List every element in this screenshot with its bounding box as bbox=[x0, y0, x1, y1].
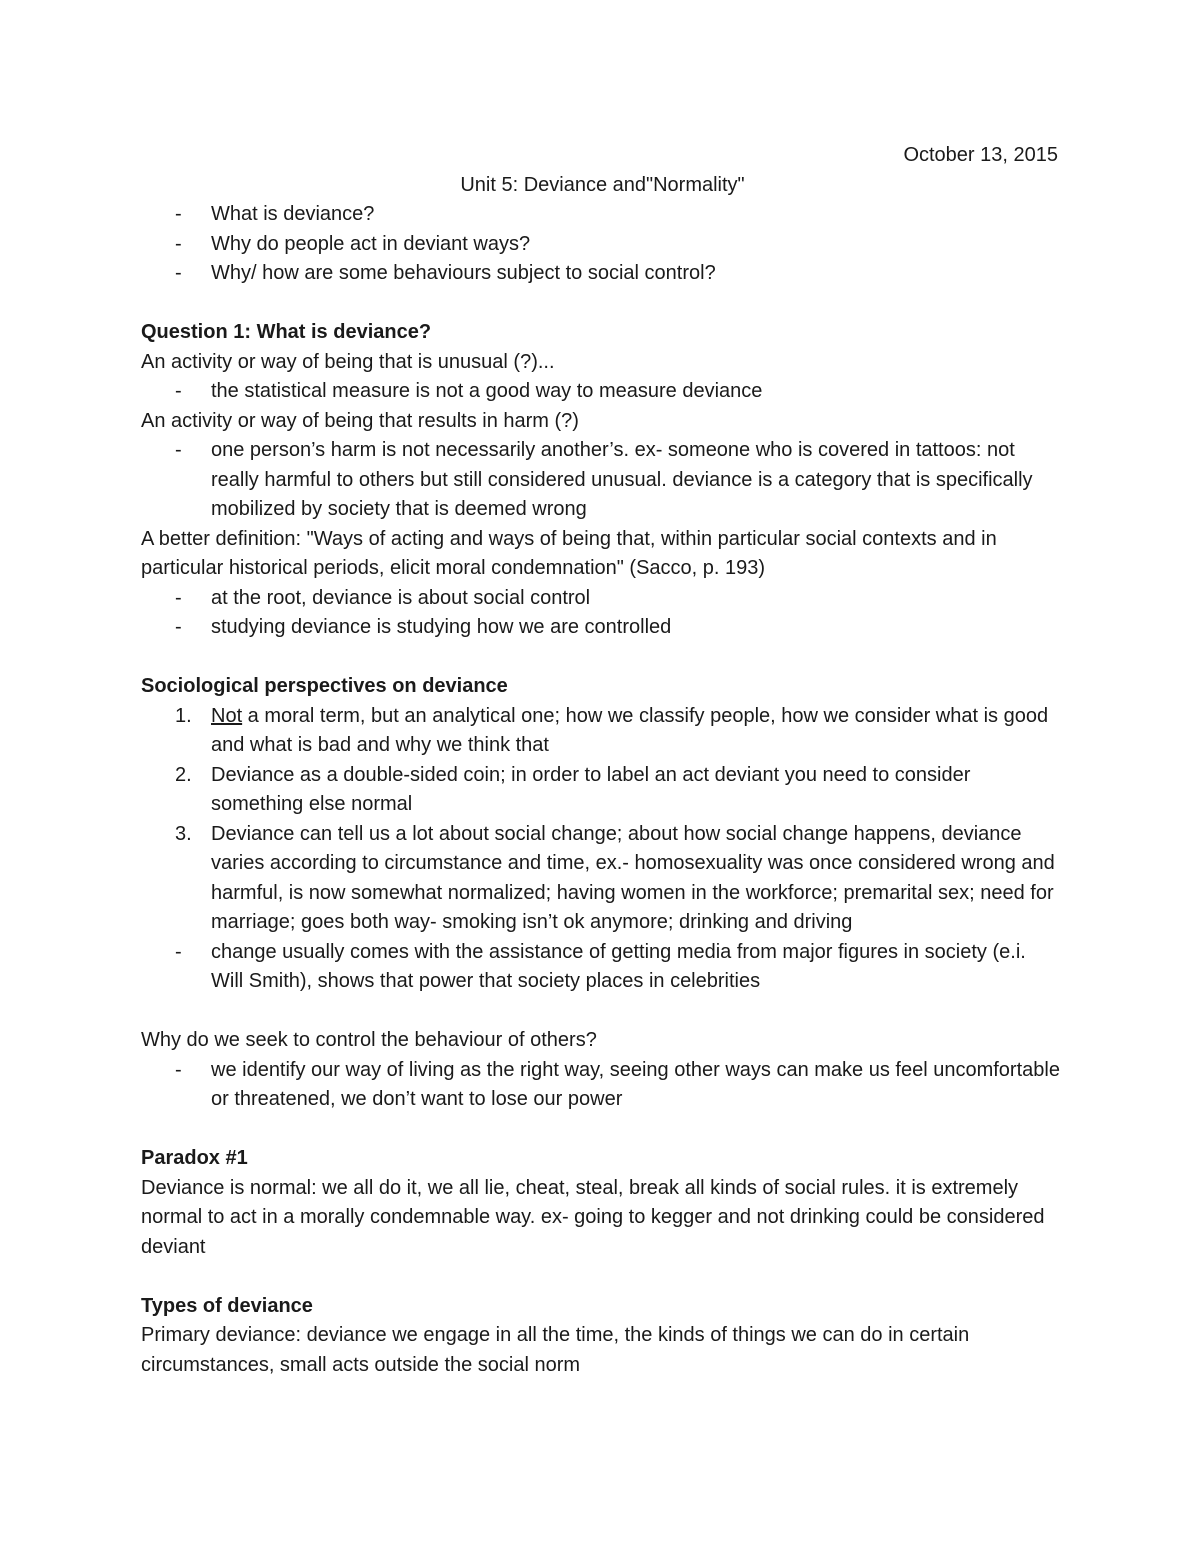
list-item: - at the root, deviance is about social control bbox=[141, 584, 1060, 614]
dash-marker: - bbox=[175, 940, 182, 963]
definition-harm: An activity or way of being that results in harm (?) bbox=[141, 409, 579, 432]
dash-marker: - bbox=[175, 380, 182, 402]
perspectives-dash-list bbox=[141, 938, 1060, 997]
number-marker: 3. bbox=[175, 822, 192, 845]
dash-marker: - bbox=[175, 1058, 182, 1081]
spacer bbox=[141, 289, 1060, 319]
dash-marker: - bbox=[175, 616, 182, 638]
dash-marker: - bbox=[175, 203, 182, 225]
list-item: 3. Deviance can tell us a lot about social change; about how social change happens, deviance varies according to circumstance and time, ex.- homosexuality was once considered wrong and harmful, is now somewhat normalized; having women in the workforce; premarital sex; need for marriage; goes both way- smoking isn’t ok anymore; drinking and driving bbox=[141, 820, 1060, 938]
list-item: - Why/ how are some behaviours subject to social control? bbox=[141, 259, 1060, 289]
definition-harm-list bbox=[141, 436, 1060, 525]
better-definition: A better definition: "Ways of acting and ways of being that, within particular social contexts and in particular historical periods, elicit moral condemnation" (Sacco, p. 193) bbox=[141, 527, 997, 579]
list-item: - we identify our way of living as the right way, seeing other ways can make us feel uncomfortable or threatened, we don’t want to lose our power bbox=[141, 1056, 1060, 1115]
document-title: Unit 5: Deviance and"Normality" bbox=[460, 173, 745, 196]
number-marker: 2. bbox=[175, 763, 192, 786]
spacer bbox=[141, 1115, 1060, 1145]
control-question: Why do we seek to control the behaviour of others? bbox=[141, 1029, 597, 1051]
list-item: - the statistical measure is not a good way to measure deviance bbox=[141, 377, 1060, 407]
dash-marker: - bbox=[175, 232, 182, 255]
spacer bbox=[141, 1262, 1060, 1292]
number-marker: 1. bbox=[175, 704, 192, 727]
dash-marker: - bbox=[175, 439, 182, 461]
dash-marker: - bbox=[175, 586, 182, 609]
paradox-text: Deviance is normal: we all do it, we all lie, cheat, steal, break all kinds of social rules. it is extremely normal to act in a morally condemnable way. ex- going to kegger and not drinking could be considered deviant bbox=[141, 1176, 1045, 1258]
list-item: - studying deviance is studying how we are controlled bbox=[141, 613, 1060, 643]
better-definition-list bbox=[141, 584, 1060, 643]
spacer bbox=[141, 643, 1060, 673]
section-heading-paradox: Paradox #1 bbox=[141, 1147, 248, 1169]
section-heading-perspectives: Sociological perspectives on deviance bbox=[141, 675, 508, 697]
intro-question-list bbox=[141, 200, 1060, 289]
perspectives-list bbox=[141, 702, 1060, 938]
list-item: 1. Not a moral term, but an analytical one; how we classify people, how we consider what is good and what is bad and why we think that bbox=[141, 702, 1060, 761]
definition-unusual: An activity or way of being that is unusual (?)... bbox=[141, 350, 555, 373]
list-item: 2. Deviance as a double-sided coin; in order to label an act deviant you need to consider something else normal bbox=[141, 761, 1060, 820]
spacer bbox=[141, 997, 1060, 1027]
list-item: - one person’s harm is not necessarily another’s. ex- someone who is covered in tattoos: not really harmful to others but still considered unusual. deviance is a category that is specifically mobilized by society that is deemed wrong bbox=[141, 436, 1060, 525]
definition-unusual-list bbox=[141, 377, 1060, 407]
list-item: - change usually comes with the assistance of getting media from major figures in society (e.i. Will Smith), shows that power that society places in celebrities bbox=[141, 938, 1060, 997]
list-item: - What is deviance? bbox=[141, 200, 1060, 230]
section-heading-q1: Question 1: What is deviance? bbox=[141, 321, 432, 343]
control-list bbox=[141, 1056, 1060, 1115]
underlined-word: Not bbox=[211, 704, 243, 727]
list-item: - Why do people act in deviant ways? bbox=[141, 230, 1060, 260]
dash-marker: - bbox=[175, 262, 182, 284]
document-date: October 13, 2015 bbox=[903, 144, 1058, 166]
section-heading-types: Types of deviance bbox=[141, 1294, 313, 1317]
types-text: Primary deviance: deviance we engage in all the time, the kinds of things we can do in certain circumstances, small acts outside the social norm bbox=[141, 1324, 970, 1376]
